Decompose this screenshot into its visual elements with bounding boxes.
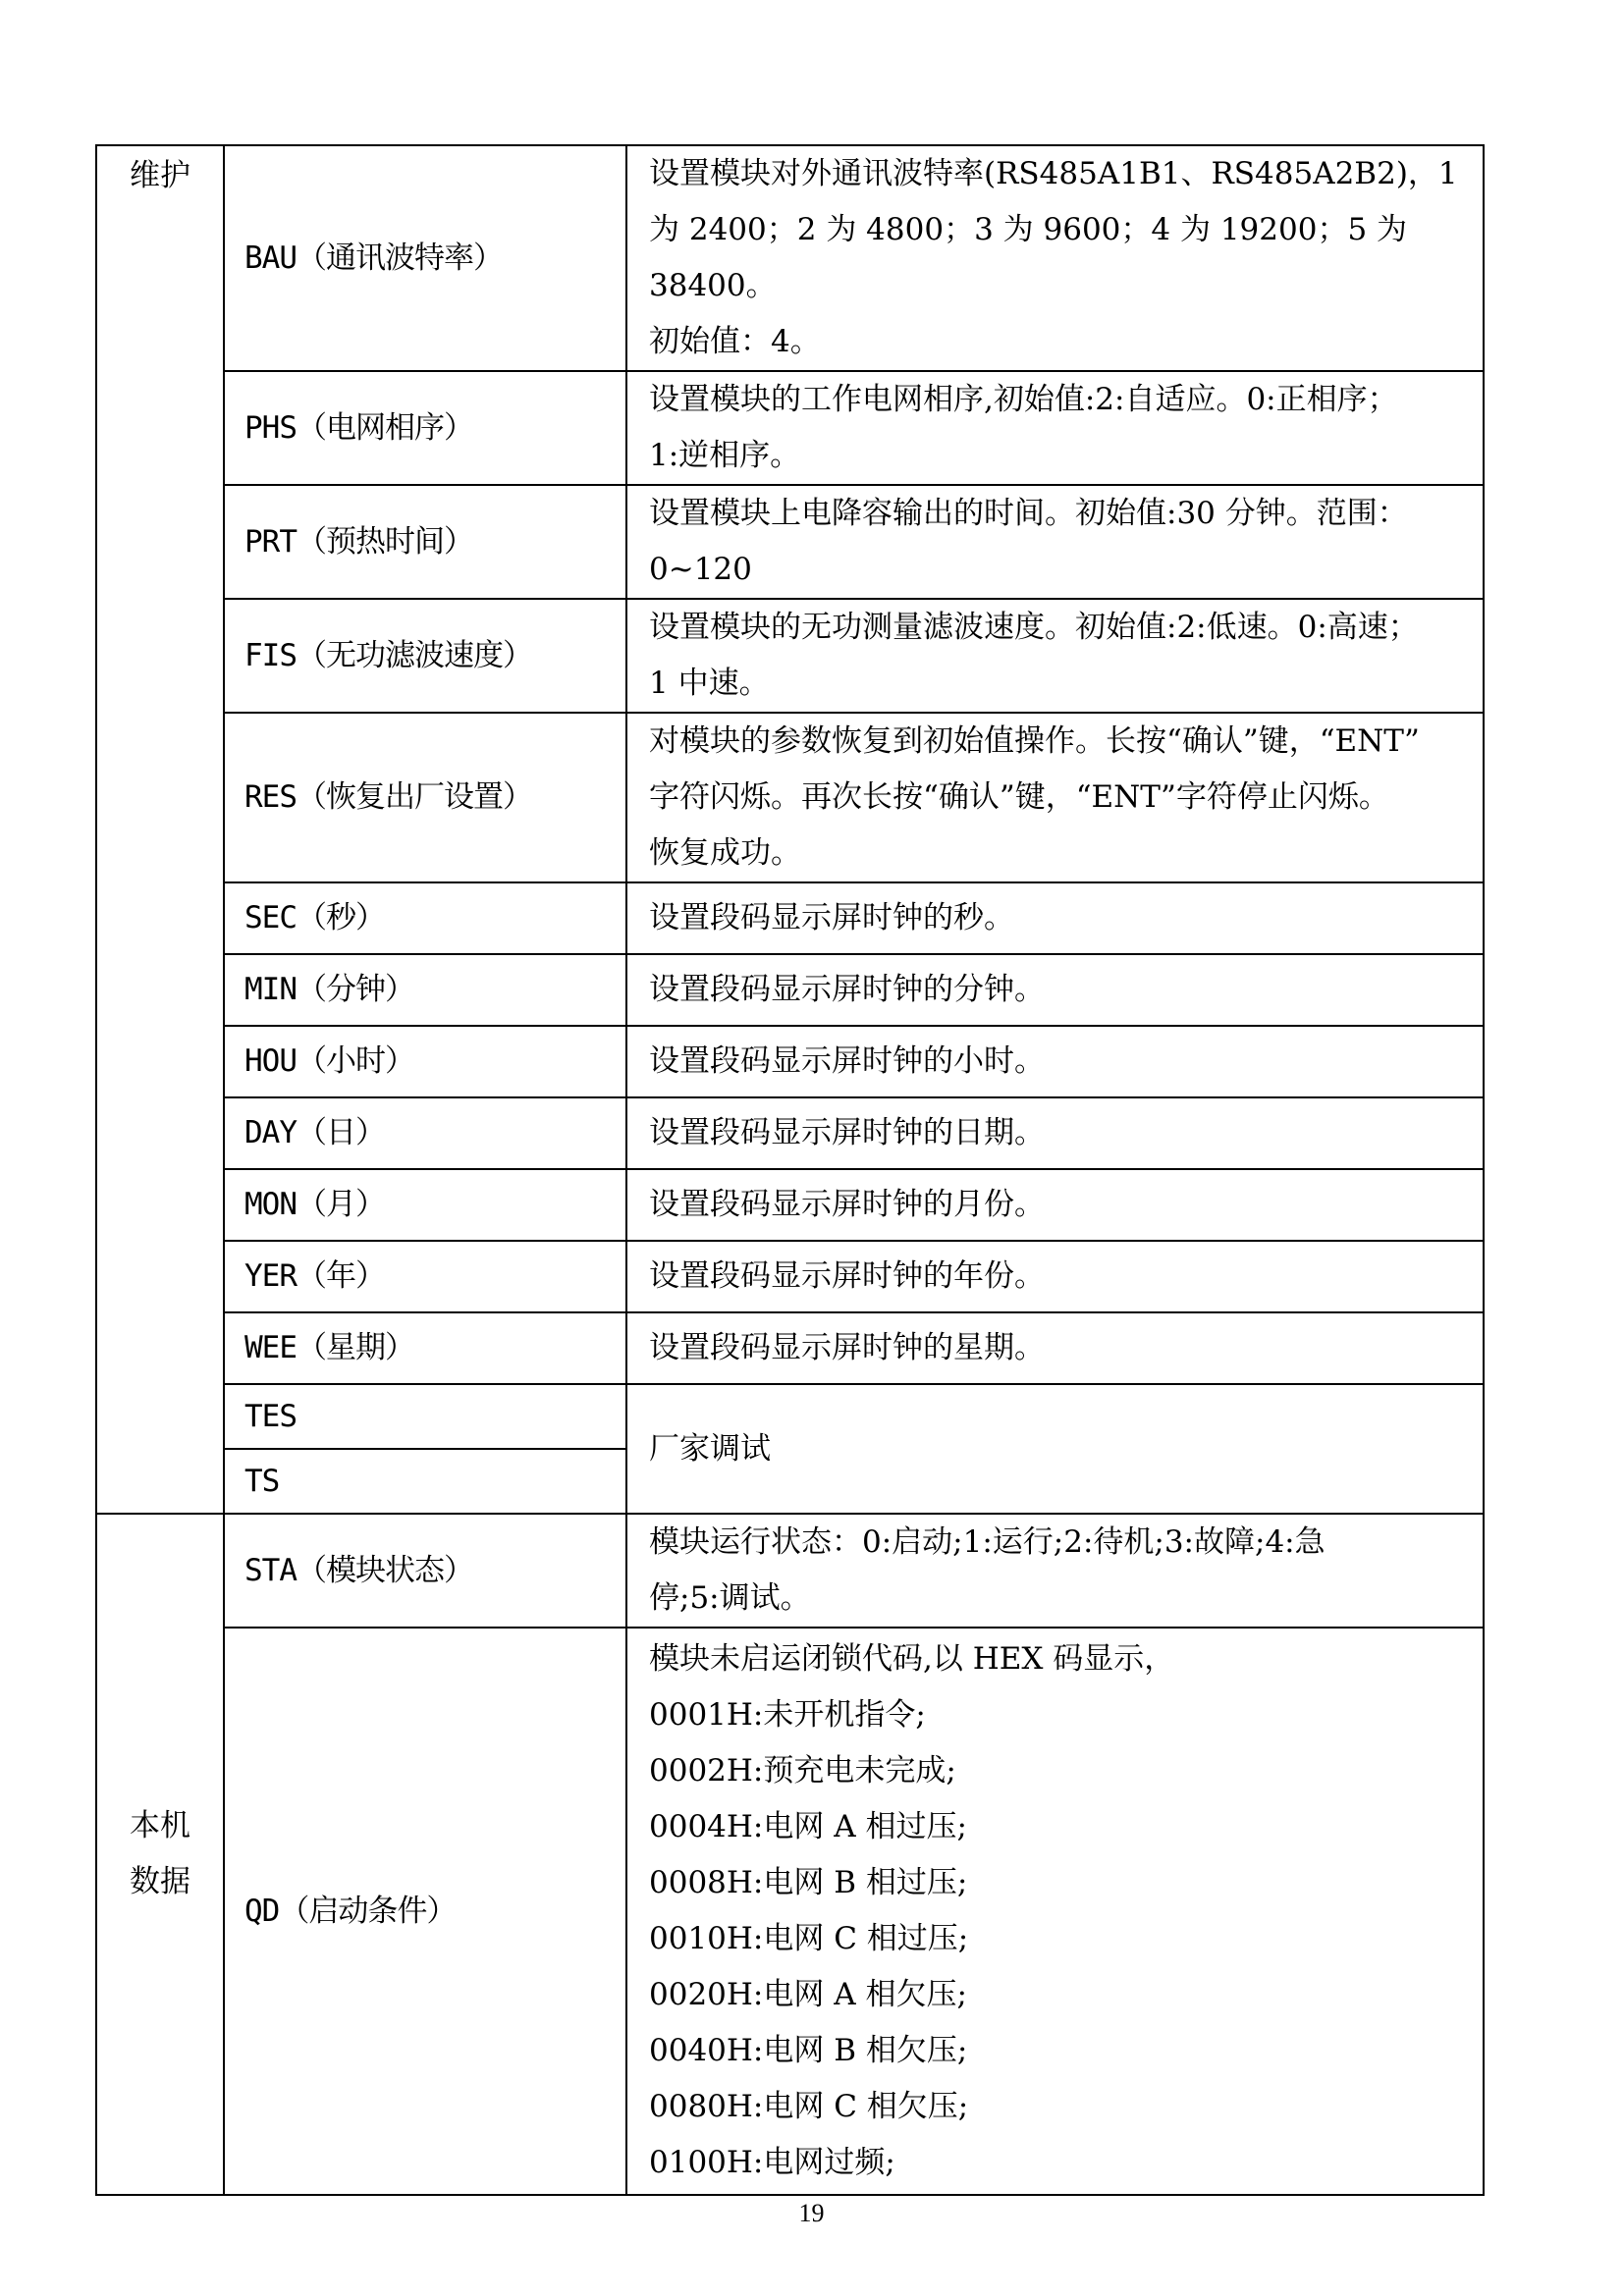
param-name: RES（恢复出厂设置） xyxy=(224,713,626,882)
table-row-prt xyxy=(96,485,1484,599)
table-row-yer xyxy=(96,1241,1484,1312)
param-desc xyxy=(626,485,1484,599)
param-desc xyxy=(626,145,1484,371)
desc-line: 0~120 xyxy=(649,552,752,587)
table-row-sec xyxy=(96,882,1484,954)
param-desc: 设置段码显示屏时钟的分钟。 xyxy=(626,954,1484,1026)
desc-line: 设置模块的工作电网相序,初始值:2:自适应。0:正相序； xyxy=(649,382,1398,417)
desc-line: 0020H:电网 A 相欠压; xyxy=(649,1977,967,2012)
parameter-table xyxy=(95,144,1485,2196)
desc-line: 设置模块对外通讯波特率(RS485A1B1、RS485A2B2)，1 xyxy=(649,156,1458,191)
table-row-wee xyxy=(96,1312,1484,1384)
param-desc xyxy=(626,1514,1484,1628)
param-name: TS xyxy=(224,1449,626,1514)
category-label: 维护 xyxy=(130,158,190,193)
desc-line: 模块未启运闭锁代码,以 HEX 码显示， xyxy=(649,1641,1175,1677)
param-name: FIS（无功滤波速度） xyxy=(224,599,626,713)
param-desc: 厂家调试 xyxy=(626,1384,1484,1514)
param-name: STA（模块状态） xyxy=(224,1514,626,1628)
desc-line: 0002H:预充电未完成; xyxy=(649,1753,956,1789)
desc-line: 1 中速。 xyxy=(649,666,770,701)
category-maintenance xyxy=(96,145,224,1514)
param-name: PHS（电网相序） xyxy=(224,371,626,485)
table-row-tes xyxy=(96,1384,1484,1449)
table-row-res xyxy=(96,713,1484,882)
page-number: 19 xyxy=(798,2199,825,2227)
param-desc: 设置段码显示屏时钟的秒。 xyxy=(626,882,1484,954)
desc-line: 0100H:电网过频; xyxy=(649,2145,895,2180)
desc-line: 0040H:电网 B 相欠压; xyxy=(649,2033,968,2068)
desc-line: 字符闪烁。再次长按“确认”键，“ENT”字符停止闪烁。 xyxy=(649,779,1389,815)
table-row-bau xyxy=(96,145,1484,371)
param-name: MIN（分钟） xyxy=(224,954,626,1026)
desc-line: 设置模块的无功测量滤波速度。初始值:2:低速。0:高速； xyxy=(649,610,1419,645)
param-name: PRT（预热时间） xyxy=(224,485,626,599)
category-local-data xyxy=(96,1514,224,2195)
param-desc xyxy=(626,1628,1484,2195)
param-name: YER（年） xyxy=(224,1241,626,1312)
category-label: 数据 xyxy=(130,1864,190,1899)
desc-line: 0008H:电网 B 相过压; xyxy=(649,1865,968,1900)
table-row-mon xyxy=(96,1169,1484,1241)
param-name: QD（启动条件） xyxy=(224,1628,626,2195)
table-row-phs xyxy=(96,371,1484,485)
table-row-sta xyxy=(96,1514,1484,1628)
category-label: 本机 xyxy=(130,1808,190,1843)
table-row-day xyxy=(96,1097,1484,1169)
param-desc: 设置段码显示屏时钟的日期。 xyxy=(626,1097,1484,1169)
param-desc: 设置段码显示屏时钟的年份。 xyxy=(626,1241,1484,1312)
table-row-qd xyxy=(96,1628,1484,2195)
param-desc xyxy=(626,713,1484,882)
desc-line: 为 2400；2 为 4800；3 为 9600；4 为 19200；5 为 38400。 xyxy=(649,212,1408,303)
param-name: SEC（秒） xyxy=(224,882,626,954)
param-desc xyxy=(626,371,1484,485)
desc-line: 对模块的参数恢复到初始值操作。长按“确认”键，“ENT” xyxy=(649,723,1420,759)
table-row-min xyxy=(96,954,1484,1026)
param-desc: 设置段码显示屏时钟的小时。 xyxy=(626,1026,1484,1097)
table-row-fis xyxy=(96,599,1484,713)
desc-line: 0080H:电网 C 相欠压; xyxy=(649,2089,969,2124)
desc-line: 恢复成功。 xyxy=(649,835,801,871)
param-name: DAY（日） xyxy=(224,1097,626,1169)
param-name: HOU（小时） xyxy=(224,1026,626,1097)
param-desc: 设置段码显示屏时钟的星期。 xyxy=(626,1312,1484,1384)
desc-line: 初始值：4。 xyxy=(649,324,821,359)
desc-line: 1:逆相序。 xyxy=(649,438,801,473)
desc-line: 设置模块上电降容输出的时间。初始值:30 分钟。范围： xyxy=(649,496,1408,531)
param-name: TES xyxy=(224,1384,626,1449)
desc-line: 0001H:未开机指令; xyxy=(649,1697,926,1733)
param-name: BAU（通讯波特率） xyxy=(224,145,626,371)
param-name: MON（月） xyxy=(224,1169,626,1241)
param-desc xyxy=(626,599,1484,713)
table-row-hou xyxy=(96,1026,1484,1097)
param-desc: 设置段码显示屏时钟的月份。 xyxy=(626,1169,1484,1241)
desc-line: 0010H:电网 C 相过压; xyxy=(649,1921,969,1956)
desc-line: 模块运行状态：0:启动;1:运行;2:待机;3:故障;4:急 xyxy=(649,1524,1325,1560)
desc-line: 0004H:电网 A 相过压; xyxy=(649,1809,967,1844)
desc-line: 停;5:调试。 xyxy=(649,1580,811,1616)
param-name: WEE（星期） xyxy=(224,1312,626,1384)
